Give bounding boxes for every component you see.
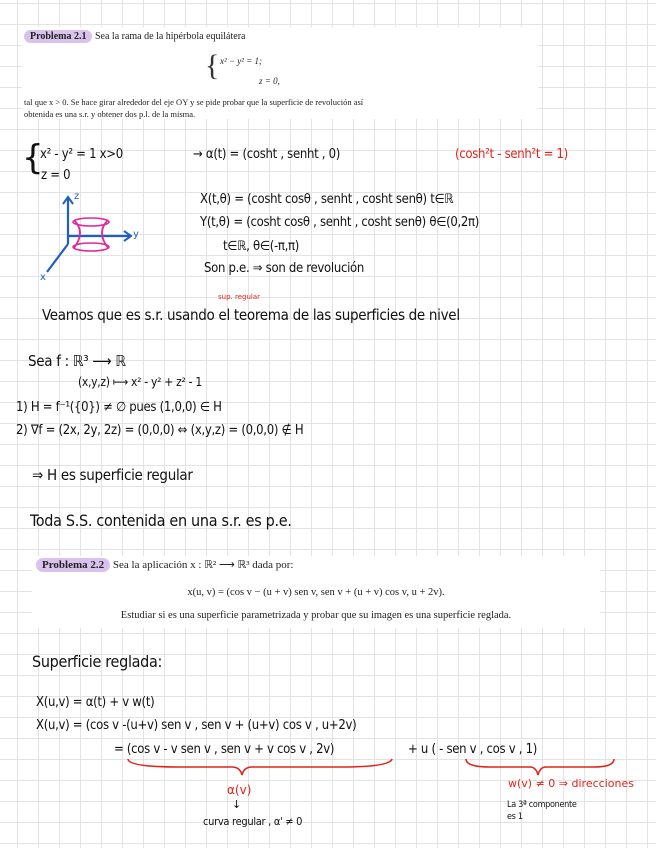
system-line-2: z = 0, [259, 76, 280, 86]
axis-x-label: x [40, 272, 46, 283]
toda-ss-statement: Toda S.S. contenida en una s.r. es p.e. [30, 511, 292, 530]
alpha-curve: → α(t) = (cosht , senht , 0) [193, 147, 340, 162]
problem-2-2-tag: Problema 2.2 [36, 558, 110, 572]
hyperboloid-top-rim [73, 218, 109, 226]
sup-regular-note: sup. regular [218, 293, 260, 301]
parametrization-y: Y(t,θ) = (cosht cosθ , senht , cosht senθ) θ∈(0,2π) [200, 215, 480, 230]
axis-y-label: y [133, 229, 139, 240]
sea-f: Sea f : ℝ³ ⟶ ℝ [28, 352, 126, 370]
alpha-down-arrow: ↓ [232, 798, 242, 811]
problem-2-2-statement: Estudiar si es una superficie parametrizada y probar que su imagen es una superficie reglada. [120, 610, 512, 621]
w-underbrace [466, 759, 614, 775]
problem-2-2-intro: Sea la aplicación x : ℝ² ⟶ ℝ³ dada por: [112, 559, 294, 571]
problem-2-1-text-2: obtenida es una s.r. y obtener dos p.l. de la misma. [24, 109, 196, 119]
reglada-heading: Superficie reglada: [32, 652, 163, 671]
plane-equation: z = 0 [41, 168, 71, 183]
system-brace-hand: { [22, 138, 44, 178]
x-axis-line [47, 244, 68, 272]
item-1: 1) H = f⁻¹({0}) ≠ ∅ pues (1,0,0) ∈ H [16, 400, 222, 415]
parametrization-x: X(t,θ) = (cosht cosθ , senht , cosht senθ) t∈ℝ [200, 192, 454, 207]
regular-surface-conclusion: ⇒ H es superficie regular [32, 466, 193, 484]
axes-sketch [38, 192, 138, 282]
problem-2-1-text-1: tal que x > 0. Se hace girar alrededor del eje OY y se pide probar que la superficie de revolución así [24, 97, 364, 107]
x-expanded: X(u,v) = (cos v -(u+v) sen v , sen v + (u+v) cos v , u+2v) [36, 718, 357, 733]
son-pl-conclusion: Son p.e. ⇒ son de revolución [204, 261, 365, 276]
f-map: (x,y,z) ⟼ x² - y² + z² - 1 [78, 375, 202, 389]
hyperbolic-identity: (cosh²t - senh²t = 1) [455, 147, 568, 162]
problem-2-1-tag: Problema 2.1 [24, 30, 92, 43]
alpha-regular-note: curva regular , α' ≠ 0 [203, 815, 303, 828]
veamos-sentence: Veamos que es s.r. usando el teorema de las superficies de nivel [42, 306, 460, 324]
item-2: 2) ∇f = (2x, 2y, 2z) = (0,0,0) ⇔ (x,y,z) = (0,0,0) ∉ H [16, 423, 304, 438]
hyperboloid-bottom-rim [73, 243, 109, 251]
w-part: + u ( - sen v , cos v , 1) [408, 742, 537, 757]
alpha-v-label: α(v) [227, 783, 252, 797]
w-nonzero-label: w(v) ≠ 0 ⇒ direcciones [508, 777, 634, 790]
alpha-part: = (cos v - v sen v , sen v + v cos v , 2v) [114, 742, 335, 757]
problem-2-2-box [32, 556, 600, 628]
problem-2-1-box [22, 27, 538, 119]
system-line-1: x² − y² = 1; [220, 56, 263, 66]
third-component-value: es 1 [507, 812, 523, 822]
hyperbola-equation: x² - y² = 1 x>0 [40, 147, 123, 162]
third-component-note: La 3ª componente [507, 800, 577, 810]
system-brace: { [205, 49, 220, 82]
parameter-domain: t∈ℝ, θ∈(-π,π) [223, 239, 300, 254]
axis-z-label: z [74, 191, 80, 202]
problem-2-2-formula: x(u, v) = (cos v − (u + v) sen v, sen v + (u + v) cos v, u + 2v). [187, 587, 445, 598]
ruled-form: X(u,v) = α(t) + v w(t) [36, 695, 155, 710]
alpha-underbrace [128, 759, 392, 775]
problem-2-1-intro: Sea la rama de la hipérbola equilátera [94, 31, 246, 42]
